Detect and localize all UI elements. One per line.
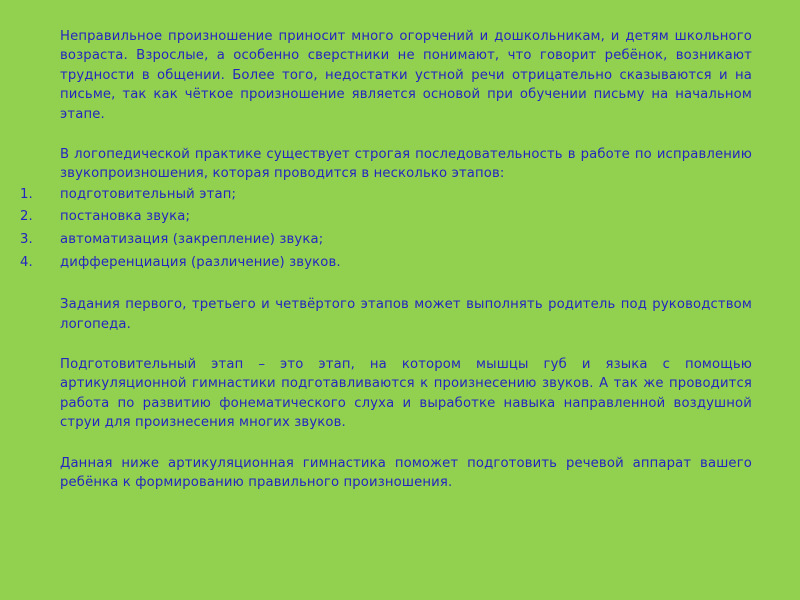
list-item-text: подготовительный этап; [60,186,237,202]
list-item-text: дифференциация (различение) звуков. [60,254,341,270]
list-item-text: автоматизация (закрепление) звука; [60,232,324,248]
list-item [0,252,752,275]
stages-list [0,184,752,274]
list-item-number: 3. [20,232,33,248]
list-item-text: постановка звука; [60,209,191,225]
list-item-number: 2. [20,209,33,225]
list-item-number: 4. [20,254,33,270]
paragraph-intro: Неправильное произношение приносит много огорчений и дошкольникам, и детям школьного возраста. Взрослые, а особенно сверстники не понимают, что говорит ребёнок, возникают трудности в общении. Более того, недостатки устной речи отрицательно сказываются и на письме, так как чёткое произношение является основой при обучении письму на начальном этапе. [60,29,752,122]
paragraph-gymnastics: Данная ниже артикуляционная гимнастика поможет подготовить речевой аппарат вашего ребёнка к формированию правильного произношения. [60,455,752,491]
paragraph-stages-intro: В логопедической практике существует строгая последовательность в работе по исправлению звукопроизношения, которая проводится в несколько этапов: [60,147,752,182]
list-item [0,184,752,207]
paragraph-parent-tasks: Задания первого, третьего и четвёртого этапов может выполнять родитель под руководством логопеда. [60,297,752,332]
list-item [0,206,752,229]
list-item-number: 1. [20,186,33,202]
list-item [0,229,752,252]
paragraph-preparatory-stage: Подготовительный этап – это этап, на котором мышцы губ и языка с помощью артикуляционной гимнастики подготавливаются к произнесению звуков. А так же проводится работа по развитию фонематического слуха и выработке навыка направленной воздушной струи для произнесения многих звуков. [60,357,752,431]
